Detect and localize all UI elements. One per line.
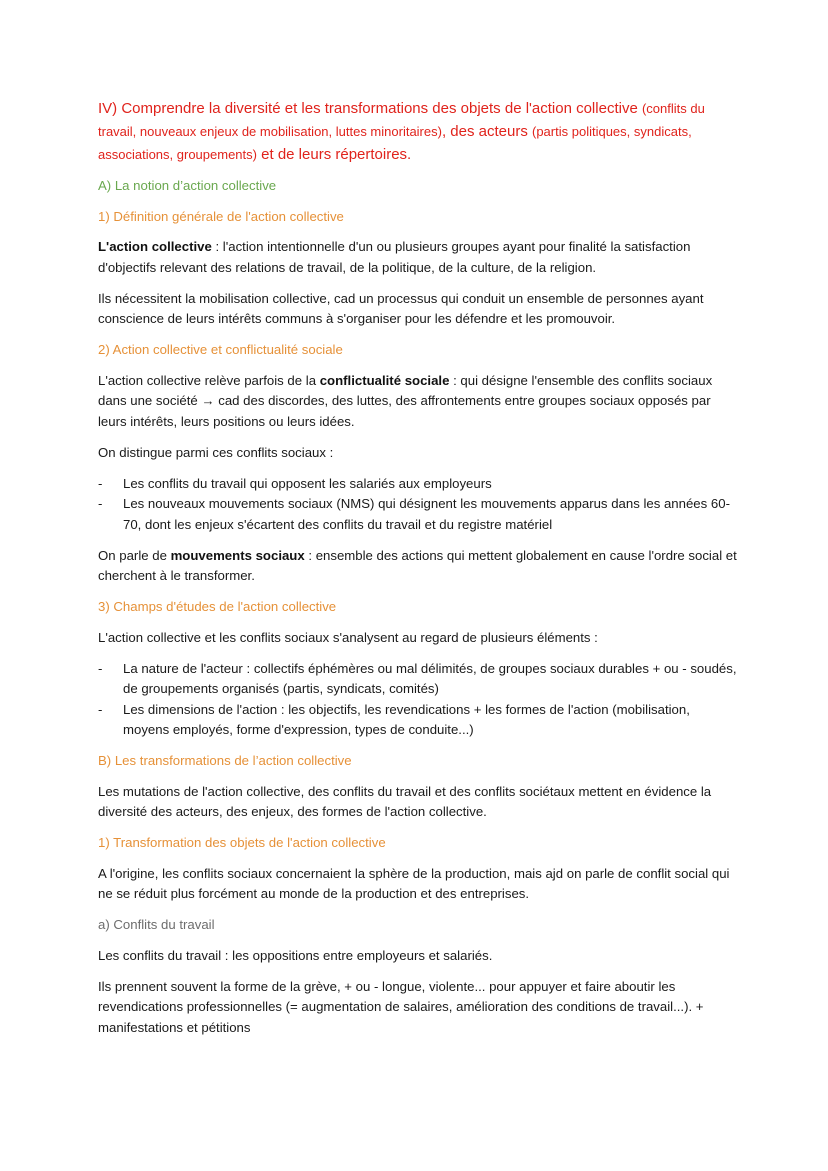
section-a-heading: A) La notion d’action collective — [98, 178, 277, 193]
title-end: et de leurs répertoires. — [256, 146, 412, 163]
definition-paragraph — [98, 237, 738, 278]
mutations-paragraph: Les mutations de l'action collective, des conflits du travail et des conflits sociétaux mettent en évidence la diversité des acteurs, des enjeux, des formes de l'action collective. — [98, 783, 712, 819]
term-action-collective: L'action collective — [98, 239, 212, 254]
list-item: - Les nouveaux mouvements sociaux (NMS) qui désignent les mouvements apparus dans les années 60-70, dont les enjeux s'écartent des conflits du travail et du registre matériel — [98, 494, 738, 535]
mouvements-text: : ensemble des actions qui mettent globalement en cause l'ordre social et cherchent à le transformer. — [98, 547, 737, 583]
origine-paragraph: A l'origine, les conflits sociaux concernaient la sphère de la production, mais ajd on parle de conflit social qui ne se réduit plus forcément au monde de la production et des entreprises. — [98, 865, 730, 901]
champs-paragraph: L'action collective et les conflits sociaux s'analysent au regard de plusieurs éléments : — [98, 629, 598, 645]
subsection-1-heading: 1) Définition générale de l'action collective — [98, 208, 344, 224]
section-b-heading: B) Les transformations de l’action collective — [98, 753, 352, 768]
title-parenthetical-actors: (partis politiques, syndicats, associations, groupements) — [98, 124, 692, 162]
term-conflictualite-sociale: conflictualité sociale — [319, 372, 450, 388]
conflictualite-paragraph — [98, 371, 738, 433]
conflictualite-intro: L'action collective relève parfois de la — [98, 372, 320, 388]
mobilisation-paragraph: Ils nécessitent la mobilisation collective, cad un processus qui conduit un ensemble de personnes ayant conscience de leurs intérêts communs à s'organiser pour les défendre et les promouvoir. — [98, 290, 704, 326]
chapter-title — [98, 97, 738, 166]
greve-paragraph: Ils prennent souvent la forme de la grève, + ou - longue, violente... pour appuyer et faire aboutir les revendications professionnelles (= augmentation de salaires, amélioration des conditions de travail...). + manifestations et pétitions — [98, 978, 704, 1035]
document-page — [98, 97, 738, 1049]
subsection-3-heading: 3) Champs d'études de l'action collective — [98, 599, 337, 614]
conflicts-list — [98, 474, 738, 536]
term-mouvements-sociaux: mouvements sociaux — [170, 547, 305, 563]
conflits-travail-paragraph: Les conflits du travail : les oppositions entre employeurs et salariés. — [98, 947, 493, 963]
mouvements-paragraph — [98, 546, 738, 587]
conflictualite-text: : qui désigne l'ensemble des conflits sociaux dans une société → cad des discordes, des luttes, des affrontements entre groupes sociaux opposés par leurs intérêts, leurs positions ou leurs idées. — [98, 372, 713, 429]
list-item: - Les conflits du travail qui opposent les salariés aux employeurs — [98, 474, 738, 495]
list-item: - La nature de l'acteur : collectifs éphémères ou mal délimités, de groupes sociaux durables + ou - soudés, de groupements organisés (partis, syndicats, comités) — [98, 659, 738, 700]
title-parenthetical-objects: (conflits du travail, nouveaux enjeux de mobilisation, luttes minoritaires) — [98, 101, 705, 139]
subsection-2-heading: 2) Action collective et conflictualité sociale — [98, 342, 343, 357]
definition-text: : l'action intentionnelle d'un ou plusieurs groupes ayant pour finalité la satisfaction d'objectifs relevant des relations de travail, de la politique, de la culture, de la religion. — [98, 239, 691, 275]
distinction-paragraph: On distingue parmi ces conflits sociaux : — [98, 444, 334, 460]
subsection-b1-heading: 1) Transformation des objets de l'action collective — [98, 835, 386, 850]
subsection-ba-heading: a) Conflits du travail — [98, 917, 215, 932]
elements-list — [98, 659, 738, 741]
title-main: IV) Comprendre la diversité et les transformations des objets de l'action collective — [98, 100, 642, 117]
title-actors: , des acteurs — [441, 123, 532, 140]
mouvements-intro: On parle de — [98, 547, 171, 563]
list-item: - Les dimensions de l'action : les objectifs, les revendications + les formes de l'action (mobilisation, moyens employés, forme d'expression, types de conduite...) — [98, 700, 738, 741]
